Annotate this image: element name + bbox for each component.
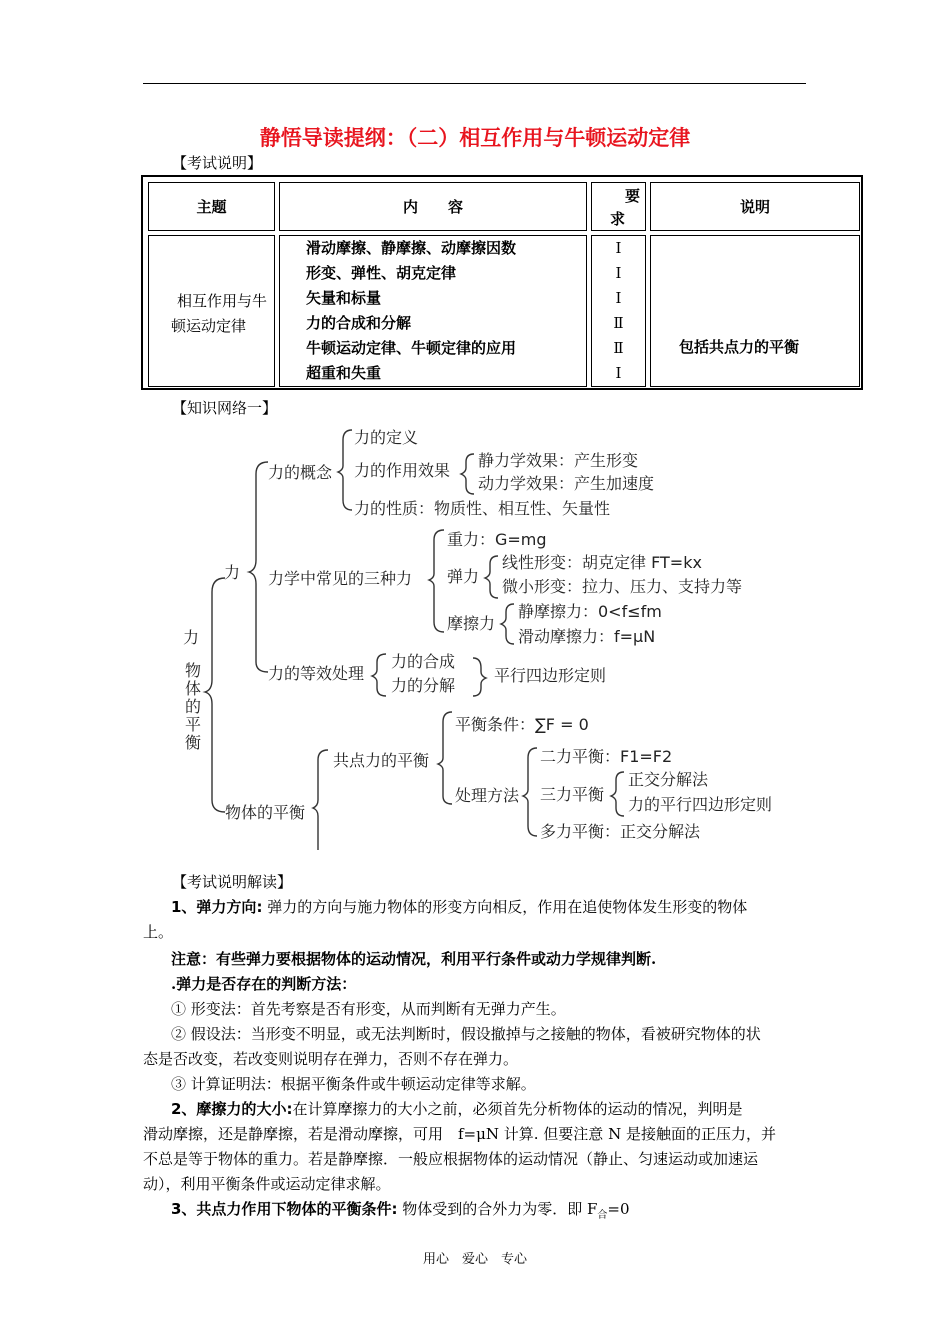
map-friction: 摩擦力 bbox=[447, 614, 496, 633]
map-sliding-fric: 滑动摩擦力：f=μN bbox=[518, 627, 656, 646]
para-2-line2: 滑动摩擦，还是静摩擦，若是滑动摩擦，可用 f=μN 计算. 但要注意 N 是接触面的正压力，并 bbox=[143, 1125, 776, 1143]
method-1: ① 形变法：首先考察是否有形变，从而判断有无弹力产生。 bbox=[171, 1000, 566, 1018]
root-brace bbox=[205, 578, 225, 812]
concept-brace bbox=[338, 430, 352, 510]
map-multi: 多力平衡：正交分解法 bbox=[540, 822, 701, 841]
friction-brace bbox=[501, 604, 514, 644]
map-effect: 力的作用效果 bbox=[354, 461, 451, 480]
map-ortho: 正交分解法 bbox=[628, 770, 709, 789]
para-2: 2、摩擦力的大小:在计算摩擦力的大小之前，必须首先分析物体的运动的情况，判明是 bbox=[171, 1100, 743, 1118]
elastic-brace bbox=[485, 556, 498, 598]
map-li: 力 bbox=[224, 563, 241, 582]
level: I bbox=[615, 289, 622, 307]
map-root-char: 平 bbox=[185, 715, 202, 734]
method-3: ③ 计算证明法：根据平衡条件或牛顿运动定律等求解。 bbox=[171, 1075, 536, 1093]
map-dynamic-effect: 动力学效果：产生加速度 bbox=[478, 474, 655, 493]
level: I bbox=[615, 364, 622, 382]
page-footer: 用心 爱心 专心 bbox=[422, 1252, 527, 1267]
header-note: 说明 bbox=[650, 182, 860, 231]
map-root-char: 的 bbox=[185, 697, 202, 716]
equiv-close-brace bbox=[473, 658, 486, 696]
map-root-char: 物 bbox=[185, 661, 202, 680]
method-2-cont: 态是否改变，若改变则说明存在弹力，否则不存在弹力。 bbox=[143, 1050, 519, 1068]
map-method: 处理方法 bbox=[455, 786, 520, 805]
map-para-rule: 力的平行四边形定则 bbox=[628, 795, 773, 814]
reading-heading: 【考试说明解读】 bbox=[172, 873, 293, 891]
reading-body bbox=[143, 895, 808, 1228]
header-topic: 主题 bbox=[148, 182, 275, 231]
page-title: 静悟导读提纲：（二）相互作用与牛顿运动定律 bbox=[259, 126, 691, 150]
three-brace bbox=[611, 772, 624, 816]
map-two: 二力平衡：F1=F2 bbox=[540, 747, 673, 766]
map-micro: 微小形变：拉力、压力、支持力等 bbox=[502, 577, 743, 596]
map-elastic: 弹力 bbox=[447, 567, 480, 586]
content-item: 牛顿运动定律、牛顿定律的应用 bbox=[306, 339, 517, 357]
content-item: 形变、弹性、胡克定律 bbox=[306, 264, 457, 282]
map-definition: 力的定义 bbox=[354, 428, 419, 447]
para-3: 3、共点力作用下物体的平衡条件: 物体受到的合外力为零．即 $F_合=0$ bbox=[171, 1200, 630, 1221]
map-concurrent: 共点力的平衡 bbox=[333, 751, 430, 770]
content-item: 超重和失重 bbox=[306, 364, 382, 382]
map-parallelogram: 平行四边形定则 bbox=[494, 666, 607, 685]
para-2-line3: 不总是等于物体的重力。若是静摩擦．一般应根据物体的运动情况（静止、匀速运动或加速运 bbox=[143, 1150, 759, 1168]
map-property: 力的性质：物质性、相互性、矢量性 bbox=[354, 499, 611, 518]
notice: 注意：有些弹力要根据物体的运动情况，利用平行条件或动力学规律判断. bbox=[171, 950, 657, 968]
object-balance-brace bbox=[313, 750, 328, 850]
equiv-brace bbox=[372, 654, 386, 696]
map-root-char: 力 bbox=[183, 628, 200, 647]
map-equiv: 力的等效处理 bbox=[268, 664, 365, 683]
map-linear: 线性形变：胡克定律 FT=kx bbox=[502, 553, 702, 572]
network-heading: 【知识网络一】 bbox=[172, 399, 278, 417]
method-2: ② 假设法：当形变不明显，或无法判断时，假设撤掉与之接触的物体，看被研究物体的状 bbox=[171, 1025, 761, 1043]
map-three-forces: 力学中常见的三种力 bbox=[268, 569, 413, 588]
li-brace bbox=[249, 462, 268, 672]
para-1: 1、弹力方向: 弹力的方向与施力物体的形变方向相反，作用在追使物体发生形变的物体 bbox=[171, 898, 748, 916]
para-2-line4: 动），利用平衡条件或运动定律求解。 bbox=[143, 1175, 391, 1193]
content-item: 矢量和标量 bbox=[306, 289, 382, 307]
judge-heading: .弹力是否存在的判断方法： bbox=[171, 975, 357, 993]
note-cell: 包括共点力的平衡 bbox=[650, 235, 860, 387]
map-concept: 力的概念 bbox=[268, 463, 333, 482]
header-requirement: 要 求 bbox=[591, 182, 646, 231]
three-forces-brace bbox=[429, 530, 444, 632]
effect-brace bbox=[461, 454, 474, 494]
map-three: 三力平衡 bbox=[540, 785, 605, 804]
content-item: 力的合成和分解 bbox=[306, 314, 412, 332]
map-gravity: 重力：G=mg bbox=[447, 530, 547, 549]
exam-heading: 【考试说明】 bbox=[172, 154, 263, 172]
content-item: 滑动摩擦、静摩擦、动摩擦因数 bbox=[306, 239, 517, 257]
level: I bbox=[615, 239, 622, 257]
map-compose: 力的合成 bbox=[391, 652, 456, 671]
level: I bbox=[615, 264, 622, 282]
map-root-char: 体 bbox=[185, 679, 202, 698]
topic-cell: 相互作用与牛 顿运动定律 bbox=[148, 235, 275, 387]
method-brace bbox=[523, 748, 537, 836]
map-decompose: 力的分解 bbox=[391, 676, 456, 695]
map-static-fric: 静摩擦力：0<f≤fm bbox=[518, 602, 662, 621]
para-1-cont: 上。 bbox=[143, 923, 174, 941]
map-object-balance: 物体的平衡 bbox=[225, 803, 306, 822]
map-static-effect: 静力学效果：产生形变 bbox=[478, 451, 639, 470]
map-root-char: 衡 bbox=[185, 733, 202, 752]
map-cond: 平衡条件：∑F = 0 bbox=[455, 715, 589, 734]
level: Ⅱ bbox=[613, 314, 624, 332]
concurrent-brace bbox=[438, 712, 452, 804]
level: Ⅱ bbox=[613, 339, 624, 357]
header-content: 内 容 bbox=[279, 182, 587, 231]
